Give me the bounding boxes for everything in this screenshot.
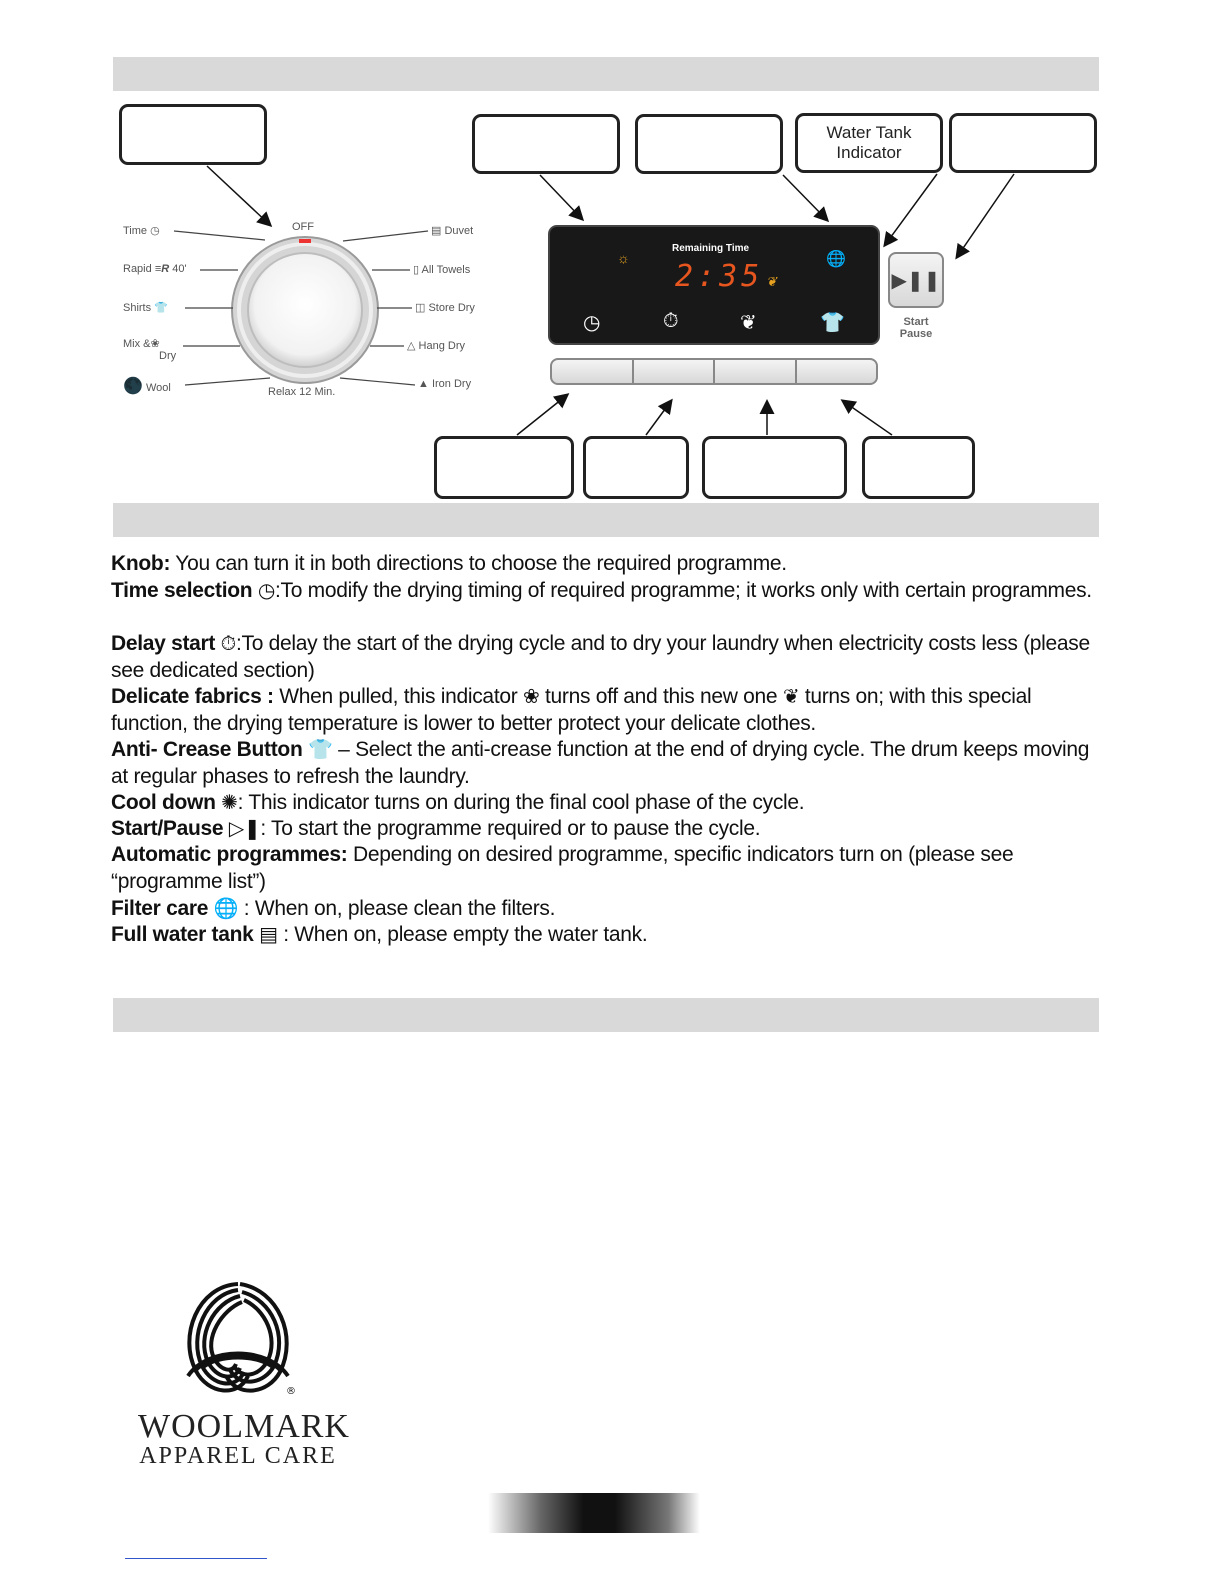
arrow-water-tank: [885, 174, 937, 245]
shirt-icon: 👕: [154, 302, 168, 314]
desc-start-pause: Start/Pause ▷❚: To start the programme required or to pause the cycle.: [111, 816, 761, 840]
program-wool: 🌑 Wool: [123, 378, 171, 395]
program-mix-dry: Mix &❀ Dry: [123, 338, 177, 362]
delay-start-button[interactable]: [634, 360, 716, 383]
arrow-display-2: [783, 175, 827, 220]
start-pause-button[interactable]: [888, 252, 944, 308]
mix-icon: ❀: [150, 338, 160, 350]
start-pause-label: Start Pause: [899, 316, 933, 340]
desc-anti-crease: Anti- Crease Button 👕 – Select the anti-crease function at the end of drying cycle. The drum keeps moving at regular phases to refresh the laundry.: [111, 737, 1090, 788]
iron-icon: ▲: [418, 378, 429, 390]
program-rapid: Rapid ≡R 40': [123, 263, 187, 275]
page-footer-bar: [488, 1493, 700, 1533]
play-pause-icon: ▶❚❚: [891, 269, 941, 292]
remaining-time-label: Remaining Time: [672, 243, 750, 254]
desc-full-water-tank: Full water tank ▤ : When on, please empty the water tank.: [111, 922, 648, 946]
desc-automatic-programmes: Automatic programmes: Depending on desired programme, specific indicators turn on (please see “programme list”): [111, 843, 1014, 893]
desc-knob: Knob: You can turn it in both directions to choose the required programme.: [111, 552, 787, 575]
desc-delicate-fabrics: Delicate fabrics : When pulled, this indicator ❀ turns off and this new one ❦ turns on; with this special function, the drying temperature is lower to better protect your delicate clothes.: [111, 684, 1032, 735]
desc-delay-start: Delay start ⏱:To delay the start of the drying cycle and to dry your laundry when electricity costs less (please see dedicated section): [111, 631, 1090, 682]
program-store-dry: ◫ Store Dry: [415, 302, 475, 314]
time-display: 2:35: [675, 259, 764, 294]
delay-start-icon: ⏱: [663, 310, 679, 332]
sun-indicator-icon: ☼: [617, 250, 630, 266]
wool-ball-icon: 🌑: [123, 378, 143, 395]
program-duvet: ▤ Duvet: [431, 225, 474, 237]
arrow-start-pause: [957, 174, 1014, 257]
time-selection-icon: ◷: [583, 312, 601, 334]
arrow-knob: [207, 166, 270, 225]
anti-crease-button[interactable]: [797, 360, 877, 383]
feather-icon: ❦: [782, 684, 800, 708]
delicate-fabrics-icon: ❦: [740, 312, 757, 334]
desc-time-selection: Time selection ◷:To modify the drying timing of required programme; it works only with certain programmes.: [111, 578, 1092, 602]
arrow-button-1: [517, 395, 567, 435]
program-iron-dry: ▲ Iron Dry: [418, 378, 472, 390]
clock-icon: ◷: [257, 578, 276, 602]
woolmark-brand: WOOLMARK: [138, 1408, 350, 1445]
play-pause-icon: ▷❚: [228, 816, 261, 840]
program-all-towels: ▯ All Towels: [413, 264, 471, 276]
delicate-indicator-icon: ❦: [766, 274, 777, 289]
desc-cool-down: Cool down ✺: This indicator turns on during the final cool phase of the cycle.: [111, 790, 805, 814]
towel-icon: ▯: [413, 264, 420, 276]
knob-relax-label: Relax 12 Min.: [268, 386, 336, 398]
hanger-icon: △: [407, 340, 416, 352]
callout-water-tank-indicator: Water Tank Indicator: [795, 113, 943, 173]
program-hang-dry: △ Hang Dry: [407, 340, 465, 352]
shirt-icon: 👕: [308, 737, 333, 761]
water-tank-icon: ▤: [259, 922, 278, 946]
wardrobe-icon: ◫: [415, 302, 426, 314]
filter-icon: 🌐: [213, 896, 239, 920]
function-button-bar: [550, 358, 878, 385]
delicate-fabrics-button[interactable]: [715, 360, 797, 383]
duvet-icon: ▤: [431, 225, 442, 237]
time-selection-button[interactable]: [552, 360, 634, 383]
program-knob: [232, 237, 378, 383]
rapid-r-icon: ≡R: [154, 263, 170, 275]
arrow-button-4: [843, 401, 892, 435]
filter-indicator-icon: 🌐: [826, 251, 846, 268]
registered-mark: ®: [286, 1386, 296, 1397]
fan-icon: ✺: [221, 790, 238, 814]
woolmark-sub: APPAREL CARE: [139, 1443, 337, 1469]
arrow-display-1: [540, 175, 582, 219]
delay-clock-icon: ⏱: [220, 631, 236, 655]
anti-crease-icon: 👕: [820, 312, 845, 334]
footer-underline: [125, 1558, 267, 1559]
arrow-button-2: [646, 401, 671, 435]
woolmark-logo-icon: [168, 1276, 308, 1406]
desc-filter-care: Filter care 🌐 : When on, please clean the filters.: [111, 896, 556, 920]
cotton-icon: ❀: [522, 684, 540, 708]
clock-icon: ◷: [150, 225, 160, 237]
knob-off-label: OFF: [292, 221, 314, 233]
program-time: Time ◷: [123, 225, 160, 237]
section-header-band-3: [113, 998, 1099, 1032]
program-shirts: Shirts 👕: [123, 302, 168, 314]
